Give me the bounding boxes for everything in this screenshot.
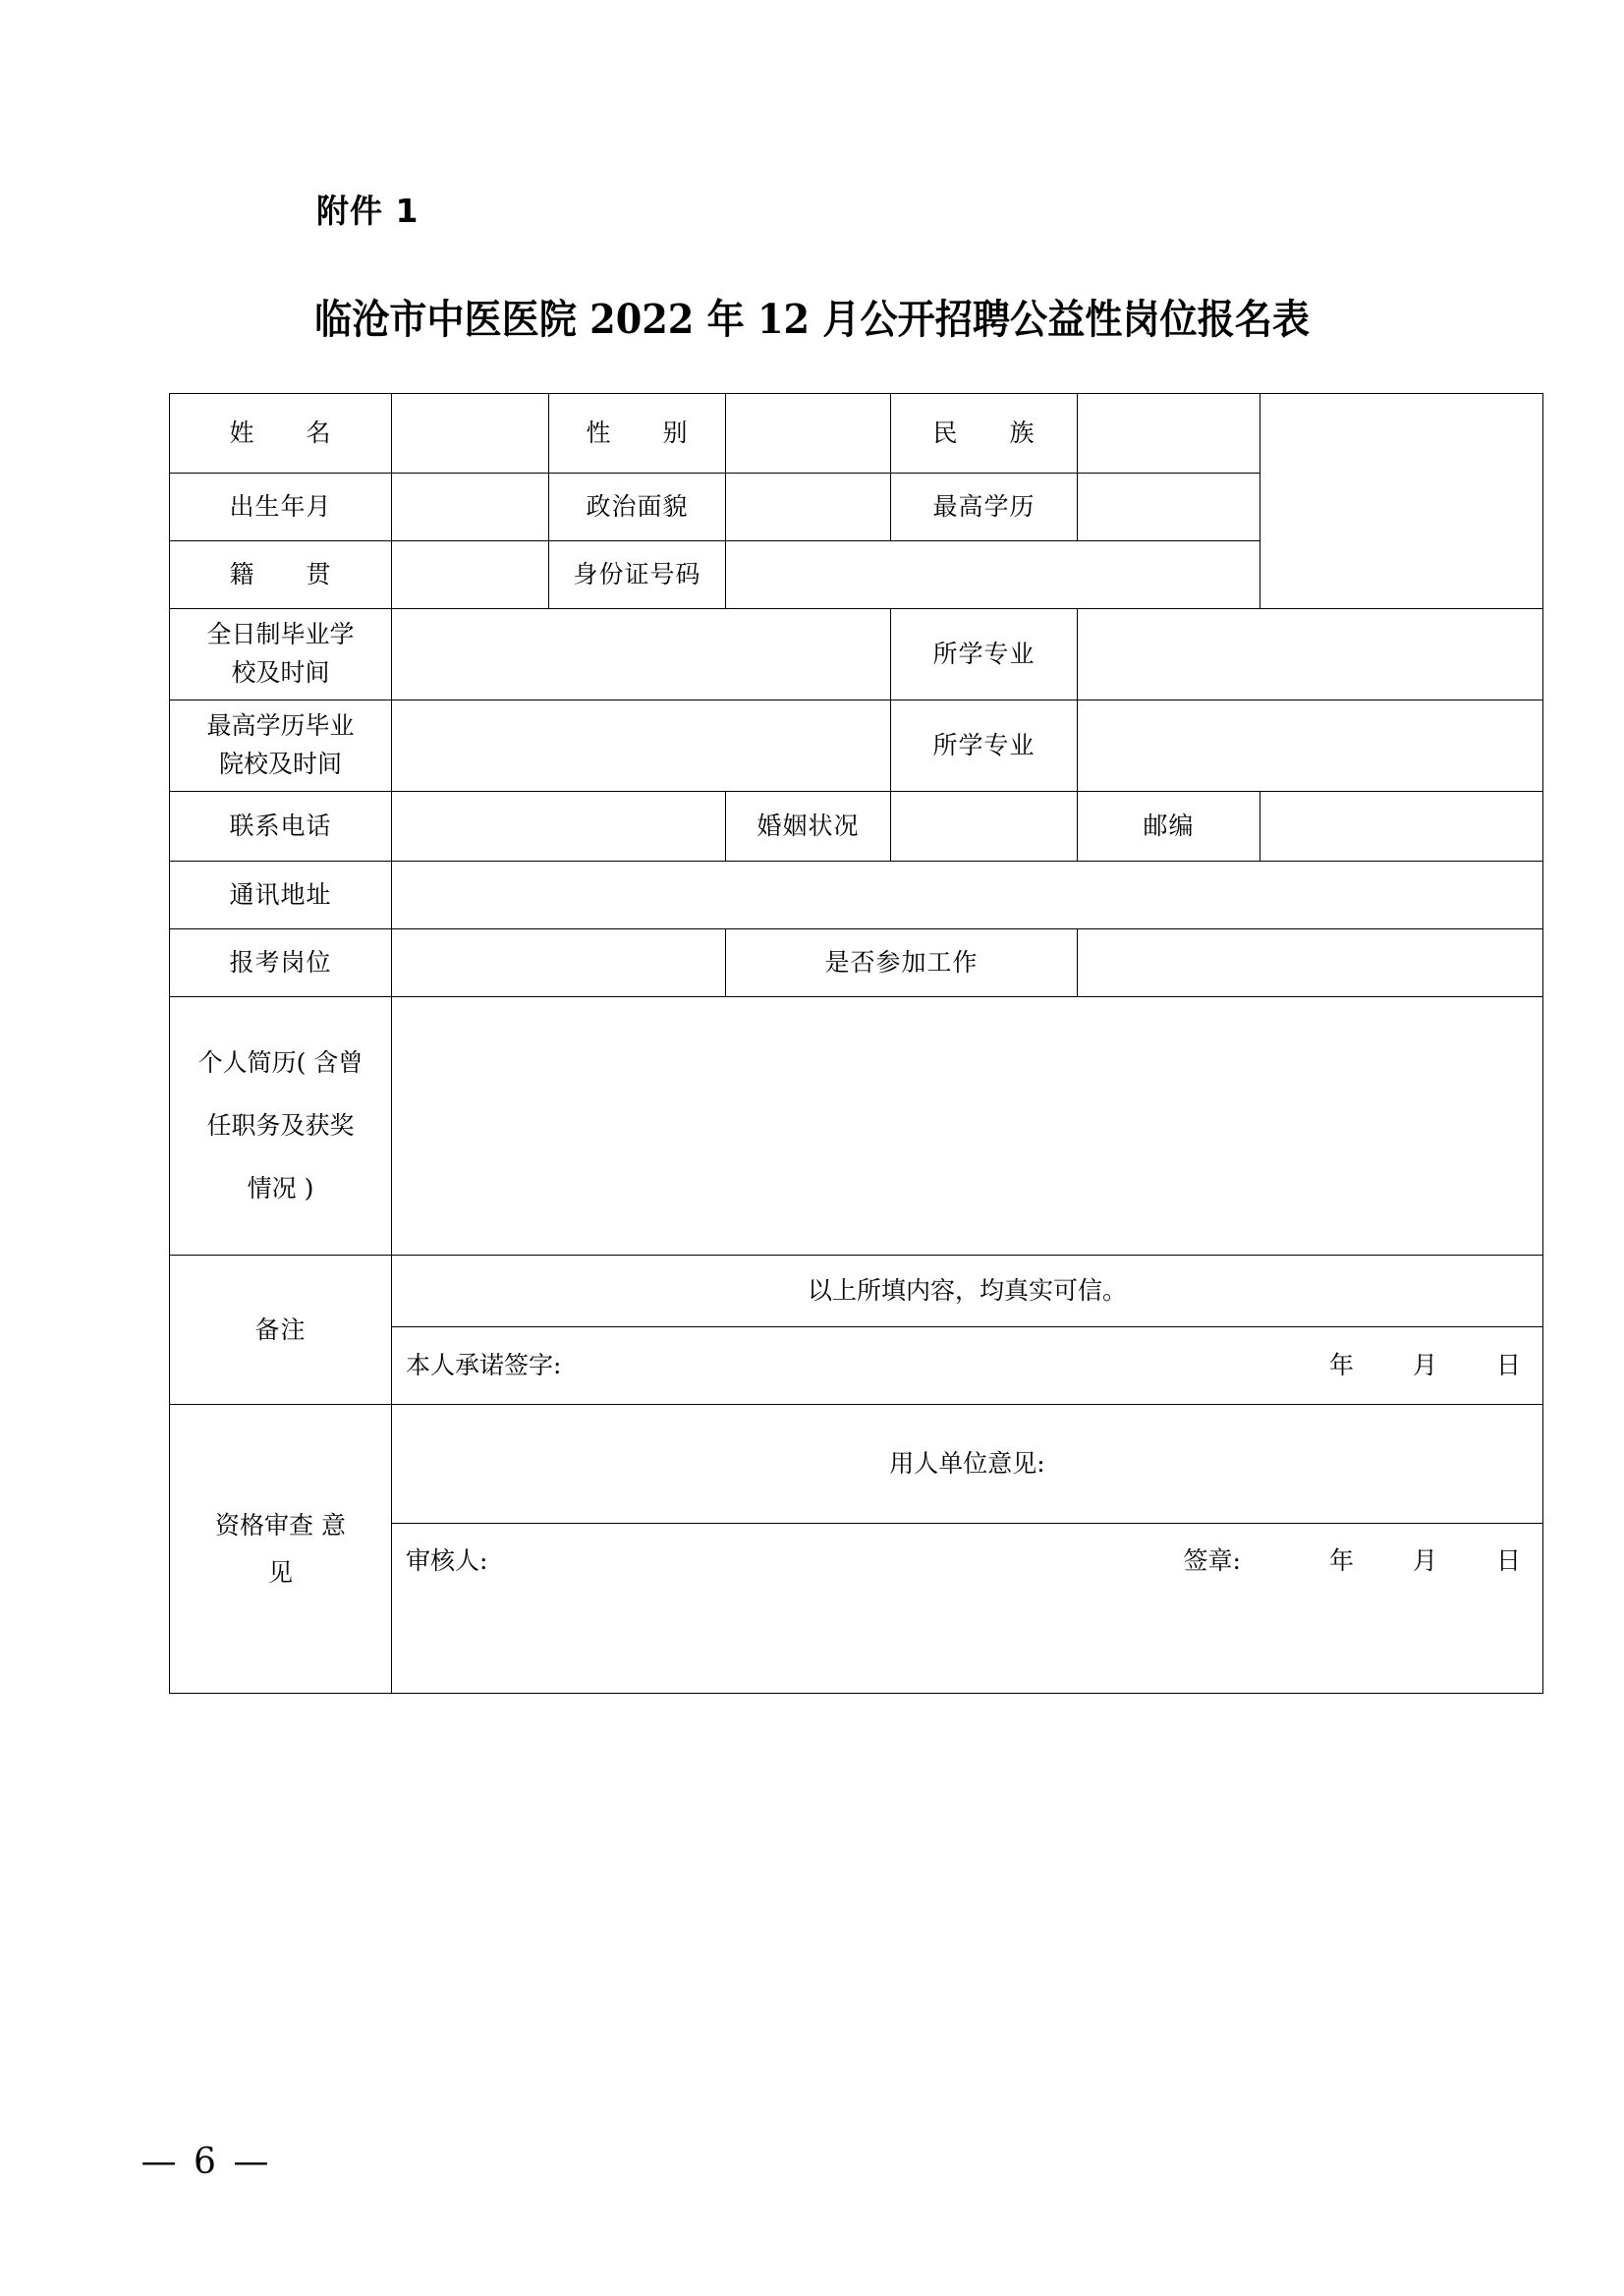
employer-opinion-cell[interactable]: 用人单位意见: bbox=[392, 1405, 1543, 1524]
reviewer-signature-cell[interactable] bbox=[392, 1524, 1543, 1599]
label-fulltime-school bbox=[170, 609, 392, 700]
label-ethnicity bbox=[891, 394, 1078, 474]
attachment-label: 附件 1 bbox=[316, 192, 420, 230]
month-label: 月 bbox=[1412, 1351, 1437, 1380]
label-work-experience-text: 是否参加工作 bbox=[824, 948, 979, 978]
label-applied-position bbox=[170, 929, 392, 997]
page-number: — 6 — bbox=[140, 2142, 272, 2182]
label-political-status bbox=[549, 474, 726, 541]
day-label: 日 bbox=[1495, 1351, 1521, 1380]
label-fulltime-school-line1: 全日制毕业学 bbox=[206, 620, 355, 649]
qualification-review-blank[interactable] bbox=[392, 1598, 1543, 1694]
label-qualification-review bbox=[170, 1405, 392, 1694]
table-row bbox=[170, 394, 1543, 474]
seal-label: 签章: bbox=[1183, 1546, 1241, 1576]
label-birth-date-text: 出生年月 bbox=[229, 492, 332, 522]
label-phone-text: 联系电话 bbox=[229, 812, 332, 841]
label-highest-school-line1: 最高学历毕业 bbox=[206, 711, 355, 741]
label-remarks-text: 备注 bbox=[254, 1315, 307, 1344]
label-id-number bbox=[549, 541, 726, 609]
applicant-signature-row bbox=[392, 1347, 1542, 1384]
label-major-1 bbox=[891, 609, 1078, 700]
field-highest-school[interactable] bbox=[392, 700, 891, 792]
label-major-2 bbox=[891, 700, 1078, 792]
label-native-place bbox=[170, 541, 392, 609]
table-row bbox=[170, 700, 1543, 792]
date-fields-reviewer bbox=[1329, 1542, 1521, 1580]
field-fulltime-school[interactable] bbox=[392, 609, 891, 700]
label-name-text: 姓 名 bbox=[229, 419, 332, 448]
label-resume-line2: 任职务及获奖 bbox=[206, 1111, 355, 1141]
registration-form-table bbox=[169, 393, 1543, 1694]
label-fulltime-school-line2: 校及时间 bbox=[231, 658, 330, 687]
label-postcode-text: 邮编 bbox=[1143, 812, 1195, 841]
field-id-number[interactable] bbox=[726, 541, 1260, 609]
date-fields-applicant bbox=[1329, 1347, 1521, 1384]
field-name[interactable] bbox=[392, 394, 549, 474]
table-row bbox=[170, 792, 1543, 862]
label-highest-school bbox=[170, 700, 392, 792]
label-qualification-review-line1: 资格审查 意 bbox=[215, 1511, 346, 1540]
label-marital-status bbox=[726, 792, 891, 862]
field-native-place[interactable] bbox=[392, 541, 549, 609]
label-gender-text: 性 别 bbox=[586, 419, 689, 448]
label-birth-date bbox=[170, 474, 392, 541]
label-address-text: 通讯地址 bbox=[229, 880, 332, 910]
field-major-2[interactable] bbox=[1078, 700, 1543, 792]
field-highest-education[interactable] bbox=[1078, 474, 1260, 541]
label-native-place-text: 籍 贯 bbox=[229, 560, 332, 589]
label-gender bbox=[549, 394, 726, 474]
year-label: 年 bbox=[1328, 1351, 1354, 1380]
field-ethnicity[interactable] bbox=[1078, 394, 1260, 474]
label-highest-education bbox=[891, 474, 1078, 541]
label-highest-education-text: 最高学历 bbox=[932, 492, 1036, 522]
applicant-signature-label: 本人承诺签字: bbox=[406, 1351, 562, 1380]
table-row bbox=[170, 1256, 1543, 1327]
label-id-number-text: 身份证号码 bbox=[573, 560, 701, 589]
label-postcode bbox=[1078, 792, 1260, 862]
label-resume bbox=[170, 997, 392, 1256]
truth-declaration: 以上所填内容，均真实可信。 bbox=[392, 1256, 1543, 1327]
year-label: 年 bbox=[1328, 1546, 1354, 1576]
field-political-status[interactable] bbox=[726, 474, 891, 541]
label-highest-school-line2: 院校及时间 bbox=[218, 750, 342, 778]
label-phone bbox=[170, 792, 392, 862]
label-political-status-text: 政治面貌 bbox=[586, 492, 689, 522]
label-marital-status-text: 婚姻状况 bbox=[756, 812, 860, 841]
label-applied-position-text: 报考岗位 bbox=[229, 948, 332, 978]
field-resume[interactable] bbox=[392, 997, 1543, 1256]
label-resume-line1: 个人简历( 含曾 bbox=[197, 1048, 364, 1078]
field-phone[interactable] bbox=[392, 792, 726, 862]
table-row bbox=[170, 609, 1543, 700]
field-work-experience[interactable] bbox=[1078, 929, 1543, 997]
day-label: 日 bbox=[1495, 1546, 1521, 1576]
page-title: 临沧市中医医院 2022 年 12 月公开招聘公益性岗位报名表 bbox=[313, 296, 1311, 343]
label-major-2-text: 所学专业 bbox=[932, 731, 1036, 760]
label-remarks bbox=[170, 1256, 392, 1405]
label-ethnicity-text: 民 族 bbox=[932, 419, 1036, 448]
applicant-signature-cell[interactable] bbox=[392, 1327, 1543, 1405]
label-major-1-text: 所学专业 bbox=[932, 640, 1036, 669]
label-name bbox=[170, 394, 392, 474]
table-row bbox=[170, 862, 1543, 929]
label-address bbox=[170, 862, 392, 929]
reviewer-label: 审核人: bbox=[406, 1546, 488, 1576]
label-resume-line3: 情况 ) bbox=[247, 1173, 314, 1203]
label-qualification-review-line2: 见 bbox=[267, 1557, 293, 1587]
field-birth-date[interactable] bbox=[392, 474, 549, 541]
table-row bbox=[170, 929, 1543, 997]
field-marital-status[interactable] bbox=[891, 792, 1078, 862]
reviewer-signature-row bbox=[392, 1542, 1542, 1580]
table-row bbox=[170, 1405, 1543, 1524]
field-postcode[interactable] bbox=[1260, 792, 1543, 862]
photo-area[interactable] bbox=[1260, 394, 1543, 609]
field-applied-position[interactable] bbox=[392, 929, 726, 997]
table-row bbox=[170, 997, 1543, 1256]
field-major-1[interactable] bbox=[1078, 609, 1543, 700]
field-address[interactable] bbox=[392, 862, 1543, 929]
field-gender[interactable] bbox=[726, 394, 891, 474]
month-label: 月 bbox=[1412, 1546, 1437, 1576]
label-work-experience bbox=[726, 929, 1078, 997]
